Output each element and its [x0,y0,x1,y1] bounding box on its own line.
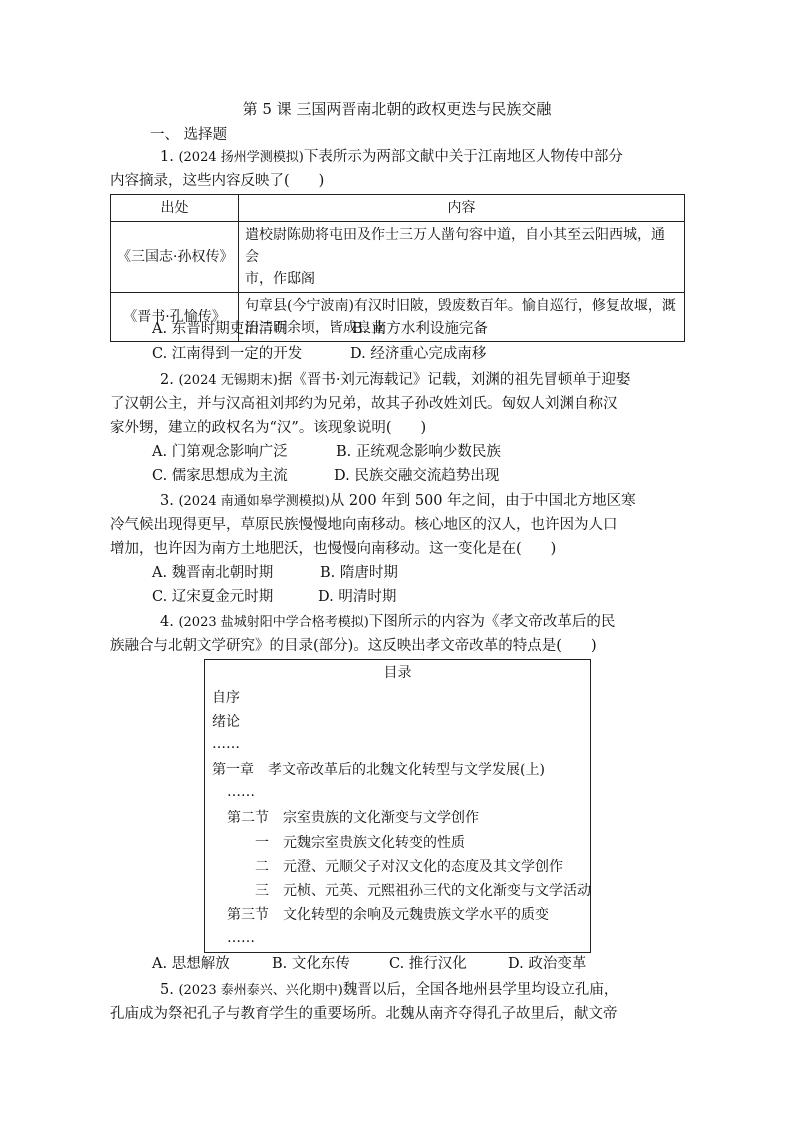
option-a: A. 思想解放 [152,956,230,972]
question-source: (2024 南通如皋学测模拟) [178,494,330,509]
question-source: (2023 盐城射阳中学合格考模拟) [178,615,369,630]
toc-line: 绪论 [212,714,240,730]
question-2-line-3: 家外甥，建立的政权名为“汉”。该现象说明( ) [110,420,427,436]
table-cell-source: 《三国志·孙权传》 [111,222,239,293]
question-5-line-2: 孔庙成为祭祀孔子与教育学生的重要场所。北魏从南齐夺得孔子故里后，献文帝 [110,1006,618,1022]
question-number: 1. [160,149,179,165]
option-b: B. 南方水利设施完备 [352,321,488,337]
question-number: 4. [160,614,179,630]
toc-line: 第三节 文化转型的余响及元魏贵族文学水平的质变 [227,907,549,923]
table-cell-line: 遣校尉陈勋将屯田及作士三万人凿句容中道，自小其至云阳西城，通会 [245,227,665,265]
toc-line: 第二节 宗室贵族的文化渐变与文学创作 [227,810,479,826]
question-source: (2024 扬州学测模拟) [178,150,304,165]
section-heading: 一、 选择题 [150,127,228,143]
toc-line: …… [227,930,255,946]
option-c: C. 推行汉化 [389,956,467,972]
option-c: C. 儒家思想成为主流 [152,468,288,484]
question-4-line-1 [160,611,615,634]
toc-heading: 目录 [383,665,412,681]
question-2-line-2: 了汉朝公主，并与汉高祖刘邦约为兄弟，故其子孙改姓刘氏。匈奴人刘渊自称汉 [110,396,618,412]
option-d: D. 经济重心完成南移 [350,346,487,362]
table-row [111,222,685,293]
question-1-line-1 [160,146,623,169]
option-a: A. 门第观念影响广泛 [152,444,288,460]
question-number: 2. [160,372,179,388]
page-title: 第 5 课 三国两晋南北朝的政权更迭与民族交融 [242,100,552,118]
question-number: 3. [160,493,179,509]
table-header-source: 出处 [111,195,239,222]
question-text: 下表所示为两部文献中关于江南地区人物传中部分 [303,149,623,165]
question-text: 魏晋以后，全国各地州县学里均设立孔庙， [342,982,619,998]
question-text: 下图所示的内容为《孝文帝改革后的民 [368,614,616,630]
option-c: C. 江南得到一定的开发 [152,346,303,362]
question-3-line-3: 增加，也许因为南方土地肥沃，也慢慢向南移动。这一变化是在( ) [110,541,557,557]
question-3-line-1 [160,490,636,513]
toc-line: 三 元桢、元英、元熙祖孙三代的文化渐变与文学活动 [255,883,591,899]
toc-line: 一 元魏宗室贵族文化转变的性质 [255,835,465,851]
question-text: 从 200 年到 500 年之间，由于中国北方地区寒 [329,493,636,509]
option-c: C. 辽宋夏金元时期 [152,589,274,605]
question-number: 5. [160,982,179,998]
table-of-contents-figure [204,659,591,953]
toc-line: 第一章 孝文帝改革后的北魏文化转型与文学发展(上) [212,762,545,778]
option-a: A. 东晋时期吏治清明 [152,321,288,337]
toc-line: 自序 [212,690,240,706]
table-cell-line: 句章县(今宁波南)有汉时旧陂，毁废数百年。愉自巡行，修复故堰，溉 [245,298,676,314]
table-header-content: 内容 [239,195,685,222]
toc-line: …… [227,784,255,800]
table-cell-line: 田二百余顷，皆成良业 [245,320,385,336]
option-b: B. 正统观念影响少数民族 [336,444,501,460]
question-5-line-1 [160,979,618,1002]
question-text: 据《晋书·刘元海载记》记载，刘渊的祖先冒顿单于迎娶 [277,372,631,388]
option-d: D. 民族交融交流趋势出现 [334,468,500,484]
question-2-line-1 [160,369,630,392]
question-1-line-2: 内容摘录，这些内容反映了( ) [110,173,325,189]
toc-line: …… [212,736,240,752]
table-cell-source: 《晋书·孔愉传》 [111,293,239,342]
question-source: (2023 泰州泰兴、兴化期中) [178,983,343,998]
table-cell-content [239,222,685,293]
table-cell-line: 市，作邸阁 [245,271,315,287]
option-a: A. 魏晋南北朝时期 [152,565,274,581]
option-d: D. 政治变革 [508,956,587,972]
question-source: (2024 无锡期末) [178,373,278,388]
option-d: D. 明清时期 [318,589,397,605]
toc-line: 二 元澄、元顺父子对汉文化的态度及其文学创作 [255,859,563,875]
question-3-line-2: 冷气候出现得更早，草原民族慢慢地向南移动。核心地区的汉人，也许因为人口 [110,517,618,533]
option-b: B. 文化东传 [272,956,350,972]
question-4-line-2: 族融合与北朝文学研究》的目录(部分)。这反映出孝文帝改革的特点是( ) [110,638,597,654]
option-b: B. 隋唐时期 [320,565,398,581]
table-header-row [111,195,685,222]
